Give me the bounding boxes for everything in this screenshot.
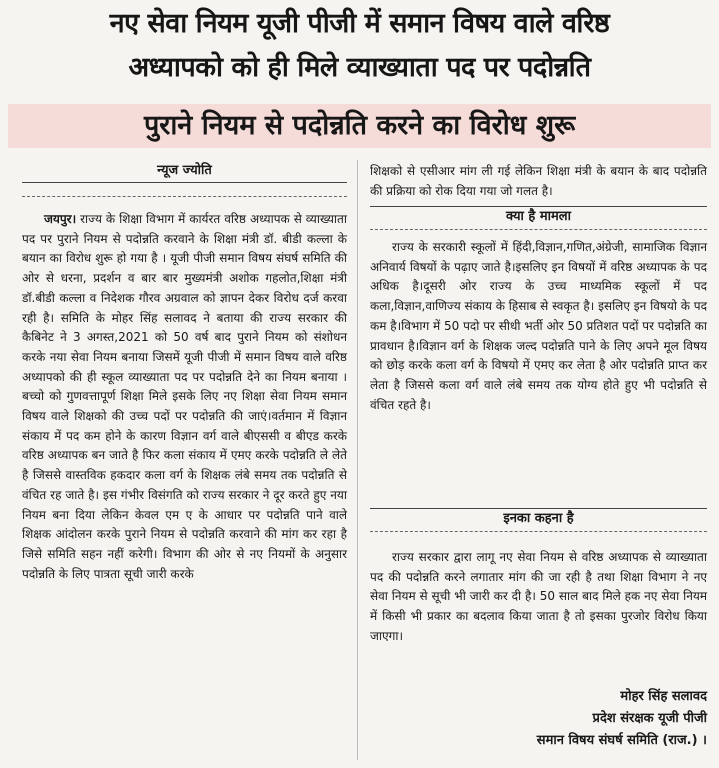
signature-title: प्रदेश संरक्षक यूजी पीजी [592,711,707,726]
byline-rule-top [22,182,347,183]
headline-line-2: अध्यापको को ही मिले व्याख्याता पद पर पदोन्नति [128,52,591,83]
section2-body-block [370,548,707,647]
article-body: राज्य के शिक्षा विभाग में कार्यरत वरिष्ठ अध्यापक से व्याख्याता पद पर पुराने नियम से पदोन्नति करवाने के शिक्षा मंत्री डॉ. बीडी कल्ला के बयान का विरोध शुरू हो गया है । यूजी पीजी समान विषय संघर्ष समिति की ओर से धरना, प्रदर्शन व बार बार मुख्यमंत्री अशोक गहलोत,शिक्षा मंत्री डॉ.बीडी कल्ला व निदेशक गौरव अग्रवाल को ज्ञापन देकर विरोध दर्ज करवा रही है। समिति के मोहर सिंह सलावद ने बताया की राज्य सरकार की कैबिनेट ने 3 अगस्त,2021 को 50 वर्ष बाद पुराने नियम को संशोधन करके नया सेवा नियम बनाया जिसमें यूजी पीजी में समान विषय वाले वरिष्ठ अध्यापको की ही स्कूल व्याख्याता पद पर पदोन्नति देने का नियम बनाया ।बच्चो को गुणवत्तापूर्ण शिक्षा मिले इसके लिए नए शिक्षा सेवा नियम समान विषय वाले शिक्षको की उच्च पदों पर पदोन्नति की जाएं।वर्तमान में विज्ञान संकाय में पद कम होने के कारण विज्ञान वर्ग वाले बीएससी व बीएड करके वरिष्ठ अध्यापक बन जाते है फिर कला संकाय में एमए करके पदोन्नति ले लेते है जिससे वास्तविक हकदार कला वर्ग के शिक्षक लंबे समय तक पदोन्नति से वंचित रह जाते है। इस गंभीर विसंगति को राज्य सरकार ने दूर करते हुए नया नियम बना दिया लेकिन केवल एम ए के आधार पर पदोन्नति पाने वाले शिक्षक आंदोलन करके पुराने नियम से पदोन्नति करवाने की मांग कर रहा है जिसे समिति सहन नहीं करेगी। विभाग की ओर से नए नियमों के अनुसार पदोन्नति के लिए पात्रता सूची जारी करके [22,212,347,581]
section2-rule-top [370,508,707,509]
signature-name: मोहर सिंह सलावद [620,689,707,704]
section2-title: इनका कहना है [503,511,574,526]
section1-rule-top [370,206,707,207]
section1-body-block [370,238,707,415]
column-divider [357,160,358,760]
right-column-continuation [370,162,707,201]
dateline: जयपुर। [44,212,77,226]
section2-rule-bottom [370,531,707,532]
section1-body: राज्य के सरकारी स्कूलों में हिंदी,विज्ञान,गणित,अंग्रेजी, सामाजिक विज्ञान अनिवार्य विषयों के पढ़ाए जाते है।इसलिए इन विषयों में वरिष्ठ अध्यापक के पद अधिक है।दूसरी ओर राज्य के उच्च माध्यमिक स्कूलों में पद कला,विज्ञान,वाणिज्य संकाय के हिसाब से स्वकृत है। इसलिए इन विषयो के पद कम है।विभाग में 50 पदो पर सीधी भर्ती ओर 50 प्रतिशत पदों पर पदोन्नति का प्रावधान है।विज्ञान वर्ग के शिक्षक जल्द पदोन्नति पाने के लिए अपने मूल विषय को छोड़ करके कला वर्ग के विषयो में एमए कर लेता है ओर पदोन्नति प्राप्त कर लेता है जिससे कला वर्ग वाले लंबे समय तक योग्य होते हुए भी पदोन्नति से वंचित रहते है। [370,240,708,412]
byline-rule-bottom [22,196,347,197]
section1-title: क्या है मामला [506,209,571,224]
signature-org: समान विषय संघर्ष समिति (राज.) । [536,733,707,748]
subheadline: पुराने नियम से पदोन्नति करने का विरोध शुरू [143,110,576,141]
section2-body: राज्य सरकार द्वारा लागू नए सेवा नियम से वरिष्ठ अध्यापक से व्याख्याता पद की पदोन्नति करने लगातार मांग की जा रही है तथा शिक्षा विभाग ने नए सेवा नियम से सूची भी जारी कर दी है। 50 साल बाद मिले हक नए सेवा नियम में किसी भी प्रकार का बदलाव किया जाता है तो इसका पुरजोर विरोध किया जाएगा। [370,550,707,643]
continuation-text: शिक्षको से एसीआर मांग ली गई लेकिन शिक्षा मंत्री के बयान के बाद पदोन्नति की प्रक्रिया को रोक दिया गया जो गलत है। [370,164,707,198]
headline [0,2,719,90]
left-column [22,210,347,584]
section1-rule-bottom [370,229,707,230]
article-paragraph [22,210,347,584]
byline: न्यूज ज्योति [157,163,212,178]
signature-block [537,686,707,752]
headline-line-1: नए सेवा नियम यूजी पीजी में समान विषय वाले वरिष्ठ [109,8,610,39]
